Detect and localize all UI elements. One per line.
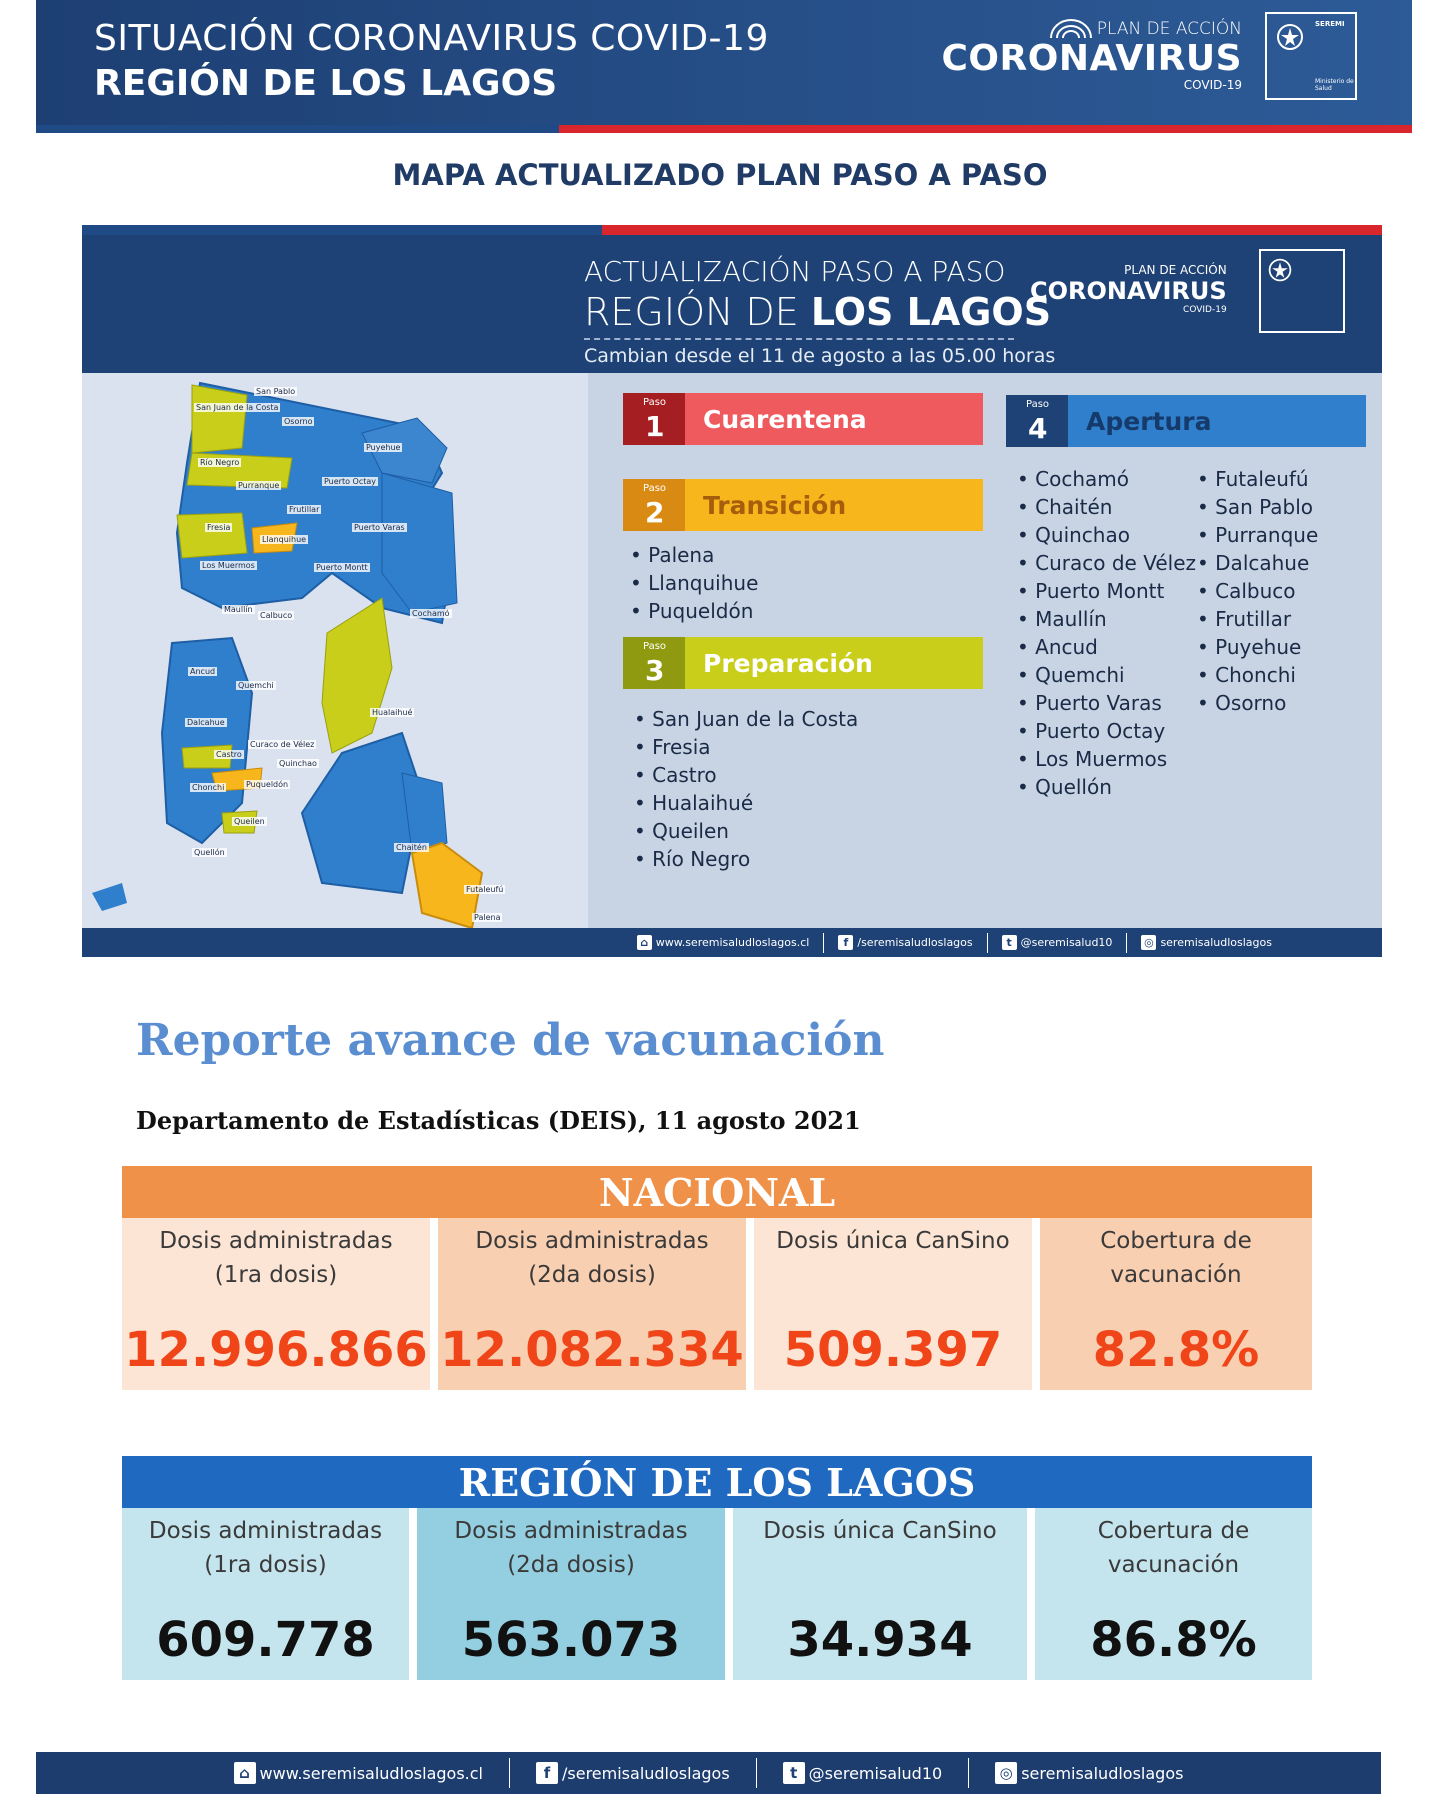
commune-item: • Curaco de Vélez bbox=[1017, 549, 1196, 577]
commune-item: • Queilen bbox=[634, 817, 858, 845]
map-label: Chaitén bbox=[396, 843, 427, 852]
stat-label: vacunación bbox=[1107, 1552, 1240, 1578]
nacional-heading: NACIONAL bbox=[122, 1166, 1312, 1218]
facebook-icon: f bbox=[838, 935, 853, 950]
phase-paso-label: Paso bbox=[643, 397, 667, 408]
stat-label: (1ra dosis) bbox=[204, 1552, 327, 1578]
map-label: Calbuco bbox=[260, 611, 293, 620]
commune-item: • Ancud bbox=[1017, 633, 1196, 661]
map-header-divider bbox=[584, 338, 1014, 340]
map-label: Puyehue bbox=[366, 443, 401, 452]
map-title-bold: LOS LAGOS bbox=[810, 290, 1052, 334]
stat-label: Dosis administradas bbox=[454, 1518, 688, 1544]
commune-item: • Puerto Octay bbox=[1017, 717, 1196, 745]
stat-label: Cobertura de bbox=[1100, 1228, 1252, 1254]
region-col-cobertura bbox=[1035, 1508, 1312, 1680]
twitter-icon: t bbox=[1002, 935, 1017, 950]
stat-label: (2da dosis) bbox=[528, 1262, 656, 1288]
phase-paso-label: Paso bbox=[643, 641, 667, 652]
stat-value: 563.073 bbox=[461, 1612, 681, 1668]
map-label: Futaleufú bbox=[466, 885, 504, 894]
brand-plan-label-small: PLAN DE ACCIÓN bbox=[1124, 263, 1227, 277]
stat-value: 12.996.866 bbox=[124, 1322, 428, 1378]
map-label: Dalcahue bbox=[187, 718, 225, 727]
nacional-table bbox=[122, 1166, 1312, 1390]
phase-name: Preparación bbox=[685, 637, 983, 689]
commune-item: • Calbuco bbox=[1197, 577, 1318, 605]
nacional-col-cansino bbox=[754, 1218, 1032, 1390]
map-subtitle: Cambian desde el 11 de agosto a las 05.00 horas bbox=[584, 345, 1056, 367]
phase-name: Transición bbox=[685, 479, 983, 531]
map-label: Puerto Octay bbox=[324, 477, 377, 486]
brand-name-small: CORONAVIRUS bbox=[1030, 277, 1227, 305]
map-label: Puqueldón bbox=[246, 780, 289, 789]
map-label: Chonchi bbox=[192, 783, 225, 792]
stat-label: Dosis administradas bbox=[148, 1518, 383, 1544]
phase-number: 2 bbox=[645, 496, 665, 529]
commune-item: • Castro bbox=[634, 761, 858, 789]
nacional-col-cobertura bbox=[1040, 1218, 1312, 1390]
stat-value: 509.397 bbox=[783, 1322, 1003, 1378]
header-title bbox=[94, 18, 769, 104]
region-map bbox=[82, 373, 588, 928]
phase-number: 4 bbox=[1028, 412, 1048, 445]
facebook-icon: f bbox=[536, 1762, 558, 1784]
brand-name: CORONAVIRUS bbox=[941, 38, 1242, 79]
region-col-cansino bbox=[733, 1508, 1027, 1680]
map-label: Puerto Montt bbox=[316, 563, 368, 572]
commune-item: • Puqueldón bbox=[630, 597, 758, 625]
plan-accion-logo bbox=[941, 18, 1242, 92]
stat-label: Dosis única CanSino bbox=[763, 1518, 997, 1544]
commune-item: • Quemchi bbox=[1017, 661, 1196, 689]
header-banner bbox=[36, 0, 1412, 125]
web-link-text: www.seremisaludloslagos.cl bbox=[259, 1763, 483, 1783]
map-label: Quinchao bbox=[279, 759, 317, 768]
header-title-line1: SITUACIÓN CORONAVIRUS COVID-19 bbox=[94, 18, 769, 59]
facebook-link-text: /seremisaludloslagos bbox=[857, 936, 973, 949]
region-map-svg bbox=[82, 373, 588, 928]
commune-item: • Frutillar bbox=[1197, 605, 1318, 633]
phase-paso-label: Paso bbox=[643, 483, 667, 494]
instagram-link-text: seremisaludloslagos bbox=[1160, 936, 1272, 949]
nacional-col-2da-dosis bbox=[438, 1218, 746, 1390]
phase-3-preparacion bbox=[623, 637, 983, 689]
facebook-link-text: /seremisaludloslagos bbox=[562, 1763, 730, 1783]
region-heading: REGIÓN DE LOS LAGOS bbox=[122, 1456, 1312, 1508]
nacional-col-1ra-dosis bbox=[122, 1218, 430, 1390]
map-label: Los Muermos bbox=[202, 561, 255, 570]
facebook-link[interactable] bbox=[838, 935, 972, 950]
stat-label: (2da dosis) bbox=[507, 1552, 635, 1578]
commune-item: • Quellón bbox=[1017, 773, 1196, 801]
commune-item: • Futaleufú bbox=[1197, 465, 1318, 493]
map-label: Curaco de Vélez bbox=[250, 740, 315, 749]
map-label: Frutillar bbox=[289, 505, 320, 514]
twitter-link-text: @seremisalud10 bbox=[1020, 936, 1113, 949]
brand-plan-label: PLAN DE ACCIÓN bbox=[1096, 19, 1242, 39]
report-title: Reporte avance de vacunación bbox=[136, 1015, 885, 1066]
stat-label: Dosis administradas bbox=[159, 1228, 393, 1254]
map-label: Fresia bbox=[207, 523, 231, 532]
map-social-footer bbox=[82, 928, 1382, 957]
commune-item: • Dalcahue bbox=[1197, 549, 1318, 577]
commune-item: • Chonchi bbox=[1197, 661, 1318, 689]
map-label: Hualaihué bbox=[372, 708, 413, 717]
twitter-link[interactable] bbox=[783, 1762, 943, 1784]
map-heading: MAPA ACTUALIZADO PLAN PASO A PASO bbox=[392, 158, 1048, 192]
commune-item: • Puerto Montt bbox=[1017, 577, 1196, 605]
twitter-link[interactable] bbox=[1002, 935, 1113, 950]
stat-value: 12.082.334 bbox=[440, 1322, 744, 1378]
map-label: Río Negro bbox=[200, 458, 240, 467]
commune-item: • Puyehue bbox=[1197, 633, 1318, 661]
map-label: Quellón bbox=[194, 848, 225, 857]
phase-number: 3 bbox=[645, 654, 665, 687]
commune-item: • Cochamó bbox=[1017, 465, 1196, 493]
instagram-link-text: seremisaludloslagos bbox=[1021, 1763, 1184, 1783]
map-label: Ancud bbox=[190, 667, 216, 676]
stat-label: Dosis administradas bbox=[475, 1228, 709, 1254]
commune-item: • Osorno bbox=[1197, 689, 1318, 717]
twitter-link-text: @seremisalud10 bbox=[808, 1763, 943, 1783]
phase-2-transicion bbox=[623, 479, 983, 531]
map-label: Quemchi bbox=[238, 681, 274, 690]
region-col-1ra-dosis bbox=[122, 1508, 409, 1680]
commune-item: • Chaitén bbox=[1017, 493, 1196, 521]
commune-item: • Hualaihué bbox=[634, 789, 858, 817]
commune-item: • Puerto Varas bbox=[1017, 689, 1196, 717]
map-label: Purranque bbox=[238, 481, 280, 490]
phase-3-commune-list bbox=[634, 705, 858, 873]
report-subtitle: Departamento de Estadísticas (DEIS), 11 agosto 2021 bbox=[136, 1106, 861, 1135]
instagram-link[interactable] bbox=[1141, 935, 1272, 950]
map-label: Palena bbox=[474, 913, 501, 922]
map-label: Cochamó bbox=[412, 609, 450, 618]
map-label: Llanquihue bbox=[262, 535, 307, 544]
brand-covid-label: COVID-19 bbox=[1183, 77, 1242, 92]
header-title-line2: REGIÓN DE LOS LAGOS bbox=[94, 63, 558, 104]
phase-name: Cuarentena bbox=[685, 393, 983, 445]
stat-label: Dosis única CanSino bbox=[776, 1228, 1010, 1254]
web-link-text: www.seremisaludloslagos.cl bbox=[655, 936, 810, 949]
stat-label: vacunación bbox=[1110, 1262, 1242, 1288]
commune-item: • Quinchao bbox=[1017, 521, 1196, 549]
map-label: Queilen bbox=[234, 817, 265, 826]
map-label: San Juan de la Costa bbox=[196, 403, 279, 412]
map-label: San Pablo bbox=[256, 387, 296, 396]
instagram-icon: ◎ bbox=[995, 1762, 1017, 1784]
region-col-2da-dosis bbox=[417, 1508, 725, 1680]
stat-value: 34.934 bbox=[787, 1612, 973, 1668]
stat-label: (1ra dosis) bbox=[214, 1262, 338, 1288]
commune-item: • Purranque bbox=[1197, 521, 1318, 549]
instagram-link[interactable] bbox=[995, 1762, 1183, 1784]
commune-item: • Maullín bbox=[1017, 605, 1196, 633]
map-topbar bbox=[82, 225, 1382, 235]
seremi-logo bbox=[1265, 12, 1357, 100]
phase-4-commune-list-col1 bbox=[1017, 465, 1196, 801]
map-label: Maullín bbox=[224, 605, 253, 614]
region-table bbox=[122, 1456, 1312, 1680]
plan-accion-icon bbox=[1049, 18, 1093, 40]
facebook-link[interactable] bbox=[536, 1762, 730, 1784]
instagram-icon: ◎ bbox=[1141, 935, 1156, 950]
commune-item: • San Pablo bbox=[1197, 493, 1318, 521]
map-label: Castro bbox=[216, 750, 242, 759]
twitter-icon: t bbox=[783, 1762, 805, 1784]
map-label: Osorno bbox=[284, 417, 313, 426]
web-link[interactable] bbox=[637, 935, 810, 950]
phase-4-apertura bbox=[1006, 395, 1366, 447]
commune-item: • Llanquihue bbox=[630, 569, 758, 597]
phase-4-commune-list-col2 bbox=[1197, 465, 1318, 717]
seremi-label: SEREMI bbox=[1315, 20, 1345, 28]
map-header bbox=[82, 235, 1382, 373]
brand-covid-label-small: COVID-19 bbox=[1183, 305, 1227, 315]
map-title-prefix: REGIÓN DE bbox=[584, 290, 811, 334]
map-title-line2 bbox=[584, 290, 1051, 334]
phase-2-commune-list bbox=[630, 541, 758, 625]
phase-name: Apertura bbox=[1068, 395, 1366, 447]
phase-paso-label: Paso bbox=[1026, 399, 1050, 410]
web-icon: ⌂ bbox=[637, 935, 652, 950]
phase-number: 1 bbox=[645, 410, 665, 443]
stat-value: 82.8% bbox=[1092, 1322, 1260, 1378]
chile-crest-icon bbox=[1275, 22, 1305, 52]
commune-item: • San Juan de la Costa bbox=[634, 705, 858, 733]
paso-a-paso-infographic bbox=[82, 225, 1382, 957]
page-social-footer bbox=[36, 1752, 1381, 1794]
phase-1-cuarentena bbox=[623, 393, 983, 445]
plan-accion-logo-small bbox=[1030, 263, 1227, 315]
map-title-line1: ACTUALIZACIÓN PASO A PASO bbox=[584, 255, 1006, 288]
commune-item: • Río Negro bbox=[634, 845, 858, 873]
ministry-label: Ministerio de Salud bbox=[1315, 78, 1354, 92]
seremi-logo-small bbox=[1259, 249, 1345, 333]
web-link[interactable] bbox=[234, 1762, 483, 1784]
commune-item: • Palena bbox=[630, 541, 758, 569]
header-stripe bbox=[36, 125, 1412, 133]
web-icon: ⌂ bbox=[234, 1762, 256, 1784]
map-label: Puerto Varas bbox=[354, 523, 405, 532]
stat-value: 609.778 bbox=[156, 1612, 375, 1668]
commune-item: • Fresia bbox=[634, 733, 858, 761]
stat-value: 86.8% bbox=[1090, 1612, 1257, 1668]
chile-crest-icon bbox=[1267, 257, 1293, 283]
stat-label: Cobertura de bbox=[1097, 1518, 1250, 1544]
commune-item: • Los Muermos bbox=[1017, 745, 1196, 773]
